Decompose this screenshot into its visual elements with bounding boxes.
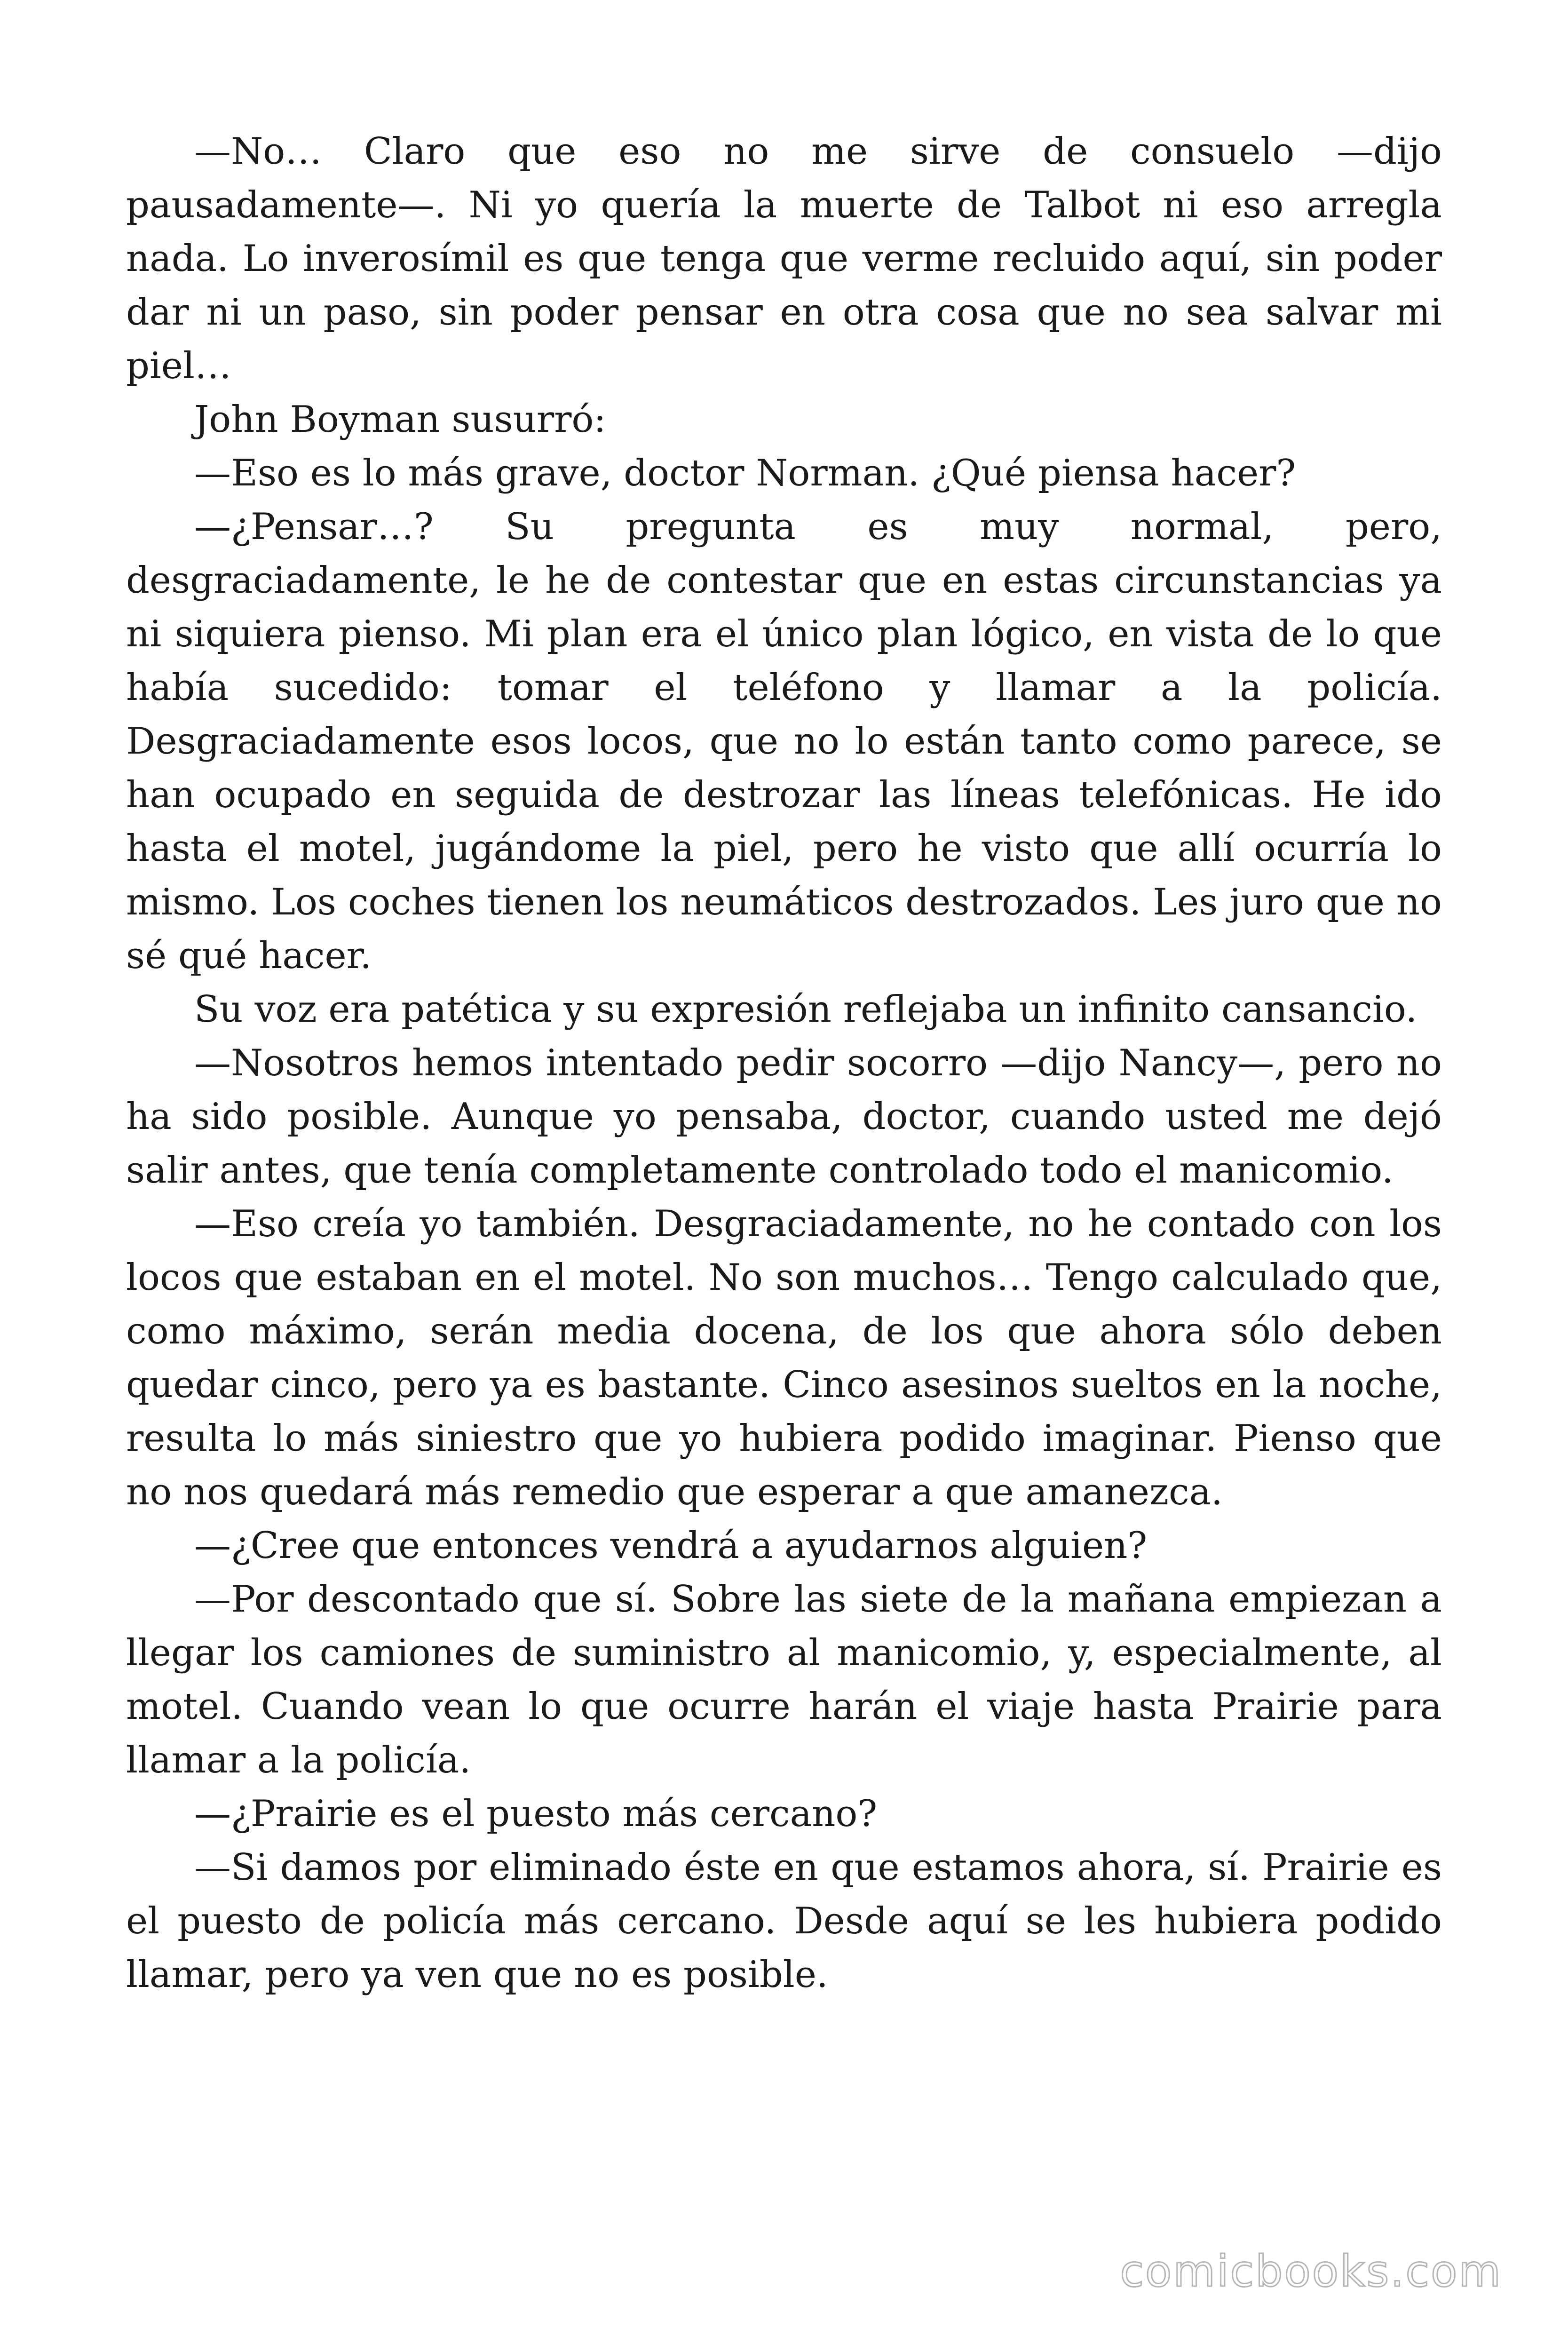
paragraph: John Boyman susurró: — [194, 398, 606, 441]
paragraph: —No… Claro que eso no me sirve de consuelo —dijo pausadamente—. Ni yo quería la muerte de Talbot ni eso arregla nada. Lo inverosímil es que tenga que verme recluido aquí, sin poder dar ni un paso, sin poder pensar en otra cosa que no sea salvar mi piel… — [126, 130, 1442, 387]
paragraph: —Eso es lo más grave, doctor Norman. ¿Qué piensa hacer? — [194, 452, 1296, 494]
paragraph: —Nosotros hemos intentado pedir socorro —dijo Nancy—, pero no ha sido posible. Aunque yo pensaba, doctor, cuando usted me dejó salir antes, que tenía completamente controlado todo el manicomio. — [126, 1042, 1442, 1192]
paragraph: —¿Pensar…? Su pregunta es muy normal, pero, desgraciadamente, le he de contestar que en estas circunstancias ya ni siquiera pienso. Mi plan era el único plan lógico, en vista de lo que había sucedido: tomar el teléfono y llamar a la policía. Desgraciadamente esos locos, que no lo están tanto como parece, se han ocupado en seguida de destrozar las líneas telefónicas. He ido hasta el motel, jugándome la piel, pero he visto que allí ocurría lo mismo. Los coches tienen los neumáticos destrozados. Les juro que no sé qué hacer. — [126, 506, 1442, 977]
paragraph: —Eso creía yo también. Desgraciadamente, no he contado con los locos que estaban en el motel. No son muchos… Tengo calculado que, como máximo, serán media docena, de los que ahora sólo deben quedar cinco, pero ya es bastante. Cinco asesinos sueltos en la noche, resulta lo más siniestro que yo hubiera podido imaginar. Pienso que no nos quedará más remedio que esperar a que amanezca. — [126, 1203, 1442, 1513]
paragraph: —¿Prairie es el puesto más cercano? — [194, 1793, 878, 1835]
paragraph: —Por descontado que sí. Sobre las siete de la mañana empiezan a llegar los camiones de suministro al manicomio, y, especialmente, al motel. Cuando vean lo que ocurre harán el viaje hasta Prairie para llamar a la policía. — [126, 1578, 1442, 1781]
paragraph: —¿Cree que entonces vendrá a ayudarnos alguien? — [194, 1525, 1148, 1567]
watermark: comicbooks.com — [1120, 2246, 1502, 2296]
paragraph: Su voz era patética y su expresión reflejaba un infinito cansancio. — [194, 988, 1418, 1031]
page-body-text — [126, 125, 1442, 2002]
paragraph: —Si damos por eliminado éste en que estamos ahora, sí. Prairie es el puesto de policía más cercano. Desde aquí se les hubiera podido llamar, pero ya ven que no es posible. — [126, 1846, 1442, 1996]
